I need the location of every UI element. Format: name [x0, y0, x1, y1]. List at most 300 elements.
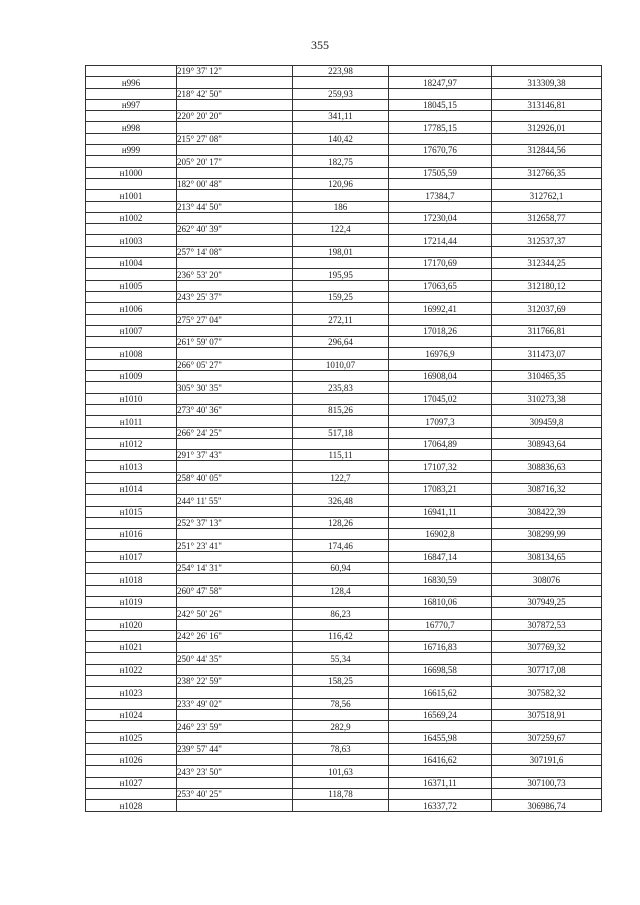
point-cell: н1002 [86, 212, 177, 223]
angle-cell [177, 371, 293, 382]
angle-cell: 254° 14' 31" [177, 563, 293, 574]
table-row [86, 258, 602, 269]
angle-cell [177, 709, 293, 720]
point-cell: н1003 [86, 235, 177, 246]
y-cell [492, 766, 602, 777]
y-cell: 308422,39 [492, 506, 602, 517]
point-cell: н1011 [86, 416, 177, 427]
point-cell [86, 291, 177, 302]
y-cell: 308716,32 [492, 483, 602, 494]
distance-cell: 55,34 [293, 653, 389, 664]
y-cell: 312658,77 [492, 212, 602, 223]
angle-cell [177, 732, 293, 743]
table-row [86, 789, 602, 800]
angle-cell [177, 77, 293, 88]
distance-cell: 182,75 [293, 156, 389, 167]
angle-cell: 215° 27' 08" [177, 133, 293, 144]
table-row [86, 653, 602, 664]
distance-cell: 326,48 [293, 495, 389, 506]
angle-cell [177, 551, 293, 562]
angle-cell: 273° 40' 36" [177, 404, 293, 415]
distance-cell [293, 529, 389, 540]
x-cell [389, 404, 492, 415]
distance-cell: 116,42 [293, 630, 389, 641]
table-row [86, 246, 602, 257]
angle-cell: 291° 37' 43" [177, 450, 293, 461]
distance-cell: 282,9 [293, 721, 389, 732]
table-row [86, 517, 602, 528]
distance-cell: 815,26 [293, 404, 389, 415]
angle-cell: 242° 50' 26" [177, 608, 293, 619]
point-cell: н1010 [86, 393, 177, 404]
y-cell: 312766,35 [492, 167, 602, 178]
angle-cell [177, 303, 293, 314]
page-number: 355 [311, 38, 329, 52]
point-cell [86, 66, 177, 77]
angle-cell: 266° 24' 25" [177, 427, 293, 438]
distance-cell: 341,11 [293, 111, 389, 122]
table-row [86, 732, 602, 743]
angle-cell [177, 145, 293, 156]
angle-cell [177, 506, 293, 517]
distance-cell: 128,26 [293, 517, 389, 528]
angle-cell: 251° 23' 41" [177, 540, 293, 551]
angle-cell [177, 393, 293, 404]
x-cell [389, 427, 492, 438]
y-cell [492, 111, 602, 122]
y-cell [492, 178, 602, 189]
y-cell [492, 495, 602, 506]
x-cell: 17785,15 [389, 122, 492, 133]
x-cell: 16416,62 [389, 755, 492, 766]
x-cell [389, 608, 492, 619]
y-cell [492, 66, 602, 77]
point-cell: н1004 [86, 258, 177, 269]
x-cell [389, 472, 492, 483]
table-row [86, 348, 602, 359]
x-cell [389, 269, 492, 280]
angle-cell [177, 325, 293, 336]
x-cell [389, 585, 492, 596]
distance-cell [293, 732, 389, 743]
x-cell: 17170,69 [389, 258, 492, 269]
distance-cell: 174,46 [293, 540, 389, 551]
point-cell [86, 563, 177, 574]
angle-cell [177, 190, 293, 201]
distance-cell [293, 619, 389, 630]
point-cell [86, 540, 177, 551]
point-cell [86, 766, 177, 777]
x-cell: 17670,76 [389, 145, 492, 156]
y-cell: 312762,1 [492, 190, 602, 201]
table-row [86, 88, 602, 99]
point-cell: н1006 [86, 303, 177, 314]
y-cell [492, 540, 602, 551]
distance-cell: 101,63 [293, 766, 389, 777]
point-cell [86, 337, 177, 348]
point-cell: н1019 [86, 596, 177, 607]
table-row [86, 529, 602, 540]
y-cell: 307100,73 [492, 777, 602, 788]
point-cell: н1001 [86, 190, 177, 201]
distance-cell [293, 167, 389, 178]
y-cell: 307582,32 [492, 687, 602, 698]
point-cell: н1012 [86, 438, 177, 449]
table-row [86, 551, 602, 562]
angle-cell: 236° 53' 20" [177, 269, 293, 280]
point-cell: н1027 [86, 777, 177, 788]
x-cell: 17018,26 [389, 325, 492, 336]
angle-cell: 243° 23' 50" [177, 766, 293, 777]
table-row [86, 371, 602, 382]
distance-cell [293, 687, 389, 698]
table-row [86, 190, 602, 201]
angle-cell [177, 122, 293, 133]
angle-cell [177, 529, 293, 540]
table-row [86, 99, 602, 110]
y-cell: 313146,81 [492, 99, 602, 110]
angle-cell [177, 687, 293, 698]
point-cell [86, 404, 177, 415]
table-row [86, 167, 602, 178]
y-cell: 312926,01 [492, 122, 602, 133]
point-cell [86, 789, 177, 800]
x-cell: 17384,7 [389, 190, 492, 201]
angle-cell [177, 574, 293, 585]
x-cell: 16770,7 [389, 619, 492, 630]
table-row [86, 642, 602, 653]
table-row [86, 800, 602, 811]
table-row [86, 133, 602, 144]
table-row [86, 495, 602, 506]
point-cell [86, 653, 177, 664]
distance-cell: 223,98 [293, 66, 389, 77]
point-cell: н996 [86, 77, 177, 88]
point-cell [86, 676, 177, 687]
point-cell: н1016 [86, 529, 177, 540]
distance-cell: 235,83 [293, 382, 389, 393]
table-row [86, 325, 602, 336]
y-cell [492, 698, 602, 709]
x-cell: 16941,11 [389, 506, 492, 517]
table-row [86, 664, 602, 675]
y-cell: 308134,65 [492, 551, 602, 562]
angle-cell [177, 664, 293, 675]
angle-cell: 205° 20' 17" [177, 156, 293, 167]
table-row [86, 743, 602, 754]
distance-cell [293, 280, 389, 291]
table-row [86, 427, 602, 438]
distance-cell [293, 212, 389, 223]
distance-cell: 195,95 [293, 269, 389, 280]
distance-cell [293, 596, 389, 607]
y-cell [492, 224, 602, 235]
x-cell: 17230,04 [389, 212, 492, 223]
angle-cell: 260° 47' 58" [177, 585, 293, 596]
y-cell: 306986,74 [492, 800, 602, 811]
x-cell: 17505,59 [389, 167, 492, 178]
table-row [86, 574, 602, 585]
y-cell [492, 246, 602, 257]
distance-cell: 115,11 [293, 450, 389, 461]
distance-cell [293, 506, 389, 517]
table-row [86, 698, 602, 709]
angle-cell [177, 416, 293, 427]
table-row [86, 766, 602, 777]
point-cell [86, 630, 177, 641]
y-cell [492, 133, 602, 144]
x-cell [389, 224, 492, 235]
y-cell [492, 472, 602, 483]
angle-cell: 305° 30' 35" [177, 382, 293, 393]
x-cell [389, 563, 492, 574]
distance-cell [293, 438, 389, 449]
distance-cell: 122,4 [293, 224, 389, 235]
angle-cell [177, 438, 293, 449]
y-cell [492, 608, 602, 619]
y-cell: 310465,35 [492, 371, 602, 382]
point-cell [86, 721, 177, 732]
y-cell: 312344,25 [492, 258, 602, 269]
angle-cell: 219° 37' 12" [177, 66, 293, 77]
x-cell: 16847,14 [389, 551, 492, 562]
point-cell [86, 585, 177, 596]
point-cell: н1008 [86, 348, 177, 359]
x-cell: 16698,58 [389, 664, 492, 675]
table-row [86, 450, 602, 461]
distance-cell [293, 574, 389, 585]
table-row [86, 314, 602, 325]
distance-cell: 86,23 [293, 608, 389, 619]
y-cell [492, 269, 602, 280]
table-row [86, 676, 602, 687]
table-row [86, 461, 602, 472]
x-cell: 16455,98 [389, 732, 492, 743]
table-row [86, 235, 602, 246]
y-cell: 307769,32 [492, 642, 602, 653]
x-cell: 18045,15 [389, 99, 492, 110]
x-cell [389, 789, 492, 800]
table-row [86, 709, 602, 720]
y-cell [492, 156, 602, 167]
point-cell: н1023 [86, 687, 177, 698]
distance-cell [293, 416, 389, 427]
x-cell: 17214,44 [389, 235, 492, 246]
distance-cell: 122,7 [293, 472, 389, 483]
y-cell [492, 450, 602, 461]
point-cell: н997 [86, 99, 177, 110]
distance-cell: 517,18 [293, 427, 389, 438]
angle-cell: 262° 40' 39" [177, 224, 293, 235]
table-row [86, 224, 602, 235]
angle-cell [177, 483, 293, 494]
distance-cell: 1010,07 [293, 359, 389, 370]
point-cell: н1020 [86, 619, 177, 630]
point-cell [86, 517, 177, 528]
y-cell: 309459,8 [492, 416, 602, 427]
distance-cell: 120,96 [293, 178, 389, 189]
angle-cell: 218° 42' 50" [177, 88, 293, 99]
y-cell [492, 382, 602, 393]
y-cell: 307191,6 [492, 755, 602, 766]
x-cell [389, 359, 492, 370]
distance-cell [293, 777, 389, 788]
angle-cell [177, 642, 293, 653]
distance-cell [293, 122, 389, 133]
distance-cell [293, 145, 389, 156]
angle-cell: 213° 44' 50" [177, 201, 293, 212]
point-cell: н1025 [86, 732, 177, 743]
table-row [86, 630, 602, 641]
y-cell [492, 359, 602, 370]
angle-cell [177, 800, 293, 811]
table-row [86, 608, 602, 619]
x-cell [389, 382, 492, 393]
angle-cell: 243° 25' 37" [177, 291, 293, 302]
coordinates-table [85, 65, 602, 812]
point-cell: н1015 [86, 506, 177, 517]
table-row [86, 777, 602, 788]
x-cell: 17064,89 [389, 438, 492, 449]
x-cell: 16615,62 [389, 687, 492, 698]
x-cell [389, 676, 492, 687]
distance-cell [293, 483, 389, 494]
table-row [86, 145, 602, 156]
table-row [86, 540, 602, 551]
y-cell: 308836,63 [492, 461, 602, 472]
point-cell [86, 314, 177, 325]
table-row [86, 111, 602, 122]
point-cell: н1005 [86, 280, 177, 291]
point-cell [86, 382, 177, 393]
distance-cell [293, 99, 389, 110]
table-row [86, 483, 602, 494]
distance-cell [293, 709, 389, 720]
angle-cell: 253° 40' 25" [177, 789, 293, 800]
y-cell: 310273,38 [492, 393, 602, 404]
point-cell: н1007 [86, 325, 177, 336]
point-cell [86, 495, 177, 506]
point-cell [86, 427, 177, 438]
table-row [86, 178, 602, 189]
table-row [86, 269, 602, 280]
x-cell [389, 133, 492, 144]
angle-cell: 244° 11' 55" [177, 495, 293, 506]
angle-cell [177, 167, 293, 178]
table-row [86, 585, 602, 596]
distance-cell: 158,25 [293, 676, 389, 687]
x-cell: 17083,21 [389, 483, 492, 494]
angle-cell [177, 235, 293, 246]
x-cell [389, 721, 492, 732]
point-cell: н1018 [86, 574, 177, 585]
table-row [86, 201, 602, 212]
y-cell: 312844,56 [492, 145, 602, 156]
angle-cell: 252° 37' 13" [177, 517, 293, 528]
x-cell [389, 698, 492, 709]
distance-cell: 78,63 [293, 743, 389, 754]
y-cell [492, 721, 602, 732]
table-row [86, 359, 602, 370]
point-cell [86, 88, 177, 99]
table-row [86, 382, 602, 393]
distance-cell: 296,64 [293, 337, 389, 348]
x-cell [389, 156, 492, 167]
x-cell [389, 111, 492, 122]
x-cell [389, 630, 492, 641]
y-cell: 312180,12 [492, 280, 602, 291]
point-cell [86, 246, 177, 257]
point-cell: н1028 [86, 800, 177, 811]
y-cell [492, 676, 602, 687]
table-row [86, 596, 602, 607]
y-cell [492, 201, 602, 212]
point-cell: н1009 [86, 371, 177, 382]
y-cell: 313309,38 [492, 77, 602, 88]
x-cell: 16830,59 [389, 574, 492, 585]
distance-cell [293, 642, 389, 653]
table-row [86, 404, 602, 415]
x-cell [389, 246, 492, 257]
y-cell [492, 427, 602, 438]
distance-cell [293, 755, 389, 766]
point-cell: н998 [86, 122, 177, 133]
y-cell [492, 517, 602, 528]
table-row [86, 337, 602, 348]
point-cell [86, 201, 177, 212]
point-cell: н1013 [86, 461, 177, 472]
point-cell [86, 698, 177, 709]
x-cell: 16908,04 [389, 371, 492, 382]
point-cell: н1014 [86, 483, 177, 494]
x-cell: 16371,11 [389, 777, 492, 788]
table-row [86, 291, 602, 302]
x-cell: 18247,97 [389, 77, 492, 88]
angle-cell [177, 461, 293, 472]
angle-cell: 246° 23' 59" [177, 721, 293, 732]
angle-cell [177, 777, 293, 788]
x-cell [389, 517, 492, 528]
point-cell: н1026 [86, 755, 177, 766]
x-cell [389, 337, 492, 348]
y-cell: 308076 [492, 574, 602, 585]
x-cell [389, 653, 492, 664]
point-cell: н1024 [86, 709, 177, 720]
x-cell [389, 201, 492, 212]
distance-cell: 159,25 [293, 291, 389, 302]
point-cell [86, 472, 177, 483]
point-cell [86, 156, 177, 167]
y-cell: 312037,69 [492, 303, 602, 314]
x-cell: 16810,06 [389, 596, 492, 607]
distance-cell [293, 348, 389, 359]
x-cell [389, 88, 492, 99]
distance-cell [293, 77, 389, 88]
y-cell: 307949,25 [492, 596, 602, 607]
angle-cell: 261° 59' 07" [177, 337, 293, 348]
angle-cell: 266° 05' 27" [177, 359, 293, 370]
x-cell [389, 495, 492, 506]
table-row [86, 416, 602, 427]
y-cell [492, 585, 602, 596]
y-cell: 308943,64 [492, 438, 602, 449]
point-cell: н1021 [86, 642, 177, 653]
angle-cell: 275° 27' 04" [177, 314, 293, 325]
table-row [86, 66, 602, 77]
y-cell [492, 789, 602, 800]
table-row [86, 721, 602, 732]
distance-cell [293, 371, 389, 382]
